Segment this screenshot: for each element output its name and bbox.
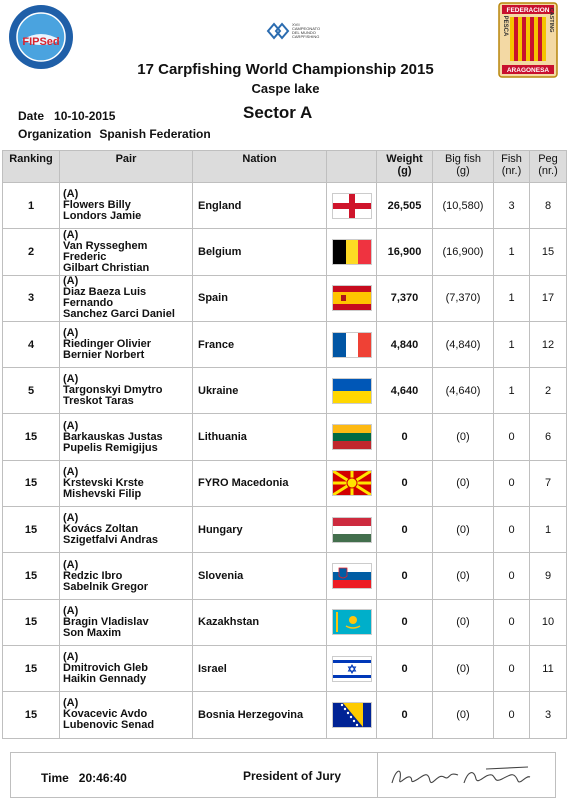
federacion-text: FEDERACION — [506, 7, 550, 14]
pair-member-2: Gilbart Christian — [63, 261, 150, 274]
flag-cell — [327, 692, 377, 738]
nation-cell: Spain — [193, 275, 327, 321]
pair-member-1: Barkauskas Justas — [63, 430, 163, 443]
pair-member-1: Krstevski Krste — [63, 476, 144, 489]
date-row — [18, 109, 115, 123]
pair-group: (A) — [63, 512, 79, 525]
pair-member-1: Kovács Zoltan — [63, 523, 139, 536]
col-peg: Peg (nr.) — [530, 151, 567, 183]
rank-cell: 4 — [3, 321, 60, 367]
president-label: President of Jury — [243, 769, 342, 783]
nation-cell: Israel — [193, 645, 327, 691]
rank-cell: 3 — [3, 275, 60, 321]
table-row — [3, 460, 567, 506]
bigfish-cell: (7,370) — [433, 275, 494, 321]
sector-title: Sector A — [243, 103, 313, 122]
flag-cell — [327, 183, 377, 229]
table-row — [3, 599, 567, 645]
flag-cell — [327, 414, 377, 460]
pair-cell — [60, 460, 193, 506]
belgium-flag — [332, 239, 372, 265]
pair-group: (A) — [63, 373, 79, 386]
table-row — [3, 229, 567, 275]
fipsed-logo-text: FIPSed — [22, 36, 60, 48]
organization-label: Organization — [18, 127, 92, 141]
macedonia-flag — [332, 470, 372, 496]
pair-cell — [60, 692, 193, 738]
weight-cell: 4,840 — [377, 321, 433, 367]
peg-cell: 9 — [530, 553, 567, 599]
nation-cell: England — [193, 183, 327, 229]
table-row — [3, 553, 567, 599]
pair-group: (A) — [63, 558, 79, 571]
pair-group: (A) — [63, 419, 79, 432]
pair-member-2: Szigetfalvi Andras — [63, 534, 158, 547]
nation-cell: Lithuania — [193, 414, 327, 460]
rank-cell: 15 — [3, 599, 60, 645]
bigfish-cell: (0) — [433, 692, 494, 738]
date-value: 10-10-2015 — [54, 109, 116, 123]
bigfish-cell: (0) — [433, 599, 494, 645]
weight-cell: 26,505 — [377, 183, 433, 229]
col-weight: Weight (g) — [377, 151, 433, 183]
weight-cell: 16,900 — [377, 229, 433, 275]
fish-cell: 0 — [494, 599, 530, 645]
flag-cell — [327, 599, 377, 645]
pair-member-2: Son Maxim — [63, 626, 122, 639]
aragonesa-text: ARAGONESA — [506, 67, 550, 74]
rank-cell: 15 — [3, 507, 60, 553]
signature — [377, 753, 557, 797]
england-flag — [332, 193, 372, 219]
table-row — [3, 275, 567, 321]
fish-cell: 1 — [494, 275, 530, 321]
pair-member-1: Bragin Vladislav — [63, 615, 149, 628]
championship-logo — [266, 20, 326, 42]
pair-group: (A) — [63, 327, 79, 340]
weight-cell: 7,370 — [377, 275, 433, 321]
time-row — [41, 771, 127, 785]
rank-cell: 5 — [3, 368, 60, 414]
bigfish-cell: (16,900) — [433, 229, 494, 275]
organization-value: Spanish Federation — [99, 127, 211, 141]
spain-flag — [332, 285, 372, 311]
table-header-row — [3, 151, 567, 183]
pair-member-1: Van Rysseghem Frederic — [63, 239, 148, 263]
bigfish-cell: (0) — [433, 645, 494, 691]
peg-cell: 1 — [530, 507, 567, 553]
pair-member-1: Redzic Ibro — [63, 569, 123, 582]
fish-cell: 1 — [494, 321, 530, 367]
flag-cell — [327, 553, 377, 599]
weight-cell: 0 — [377, 645, 433, 691]
peg-cell: 12 — [530, 321, 567, 367]
fish-cell: 0 — [494, 553, 530, 599]
peg-cell: 11 — [530, 645, 567, 691]
kazakhstan-flag — [332, 609, 372, 635]
pair-cell — [60, 229, 193, 275]
hungary-flag — [332, 517, 372, 543]
pair-member-1: Dmitrovich Gleb — [63, 662, 148, 675]
weight-cell: 4,640 — [377, 368, 433, 414]
nation-cell: Belgium — [193, 229, 327, 275]
championship-logo-line-4: CARPFISHING — [292, 34, 320, 39]
pair-member-2: Haikin Gennady — [63, 673, 147, 686]
peg-cell: 6 — [530, 414, 567, 460]
rank-cell: 15 — [3, 645, 60, 691]
nation-cell: France — [193, 321, 327, 367]
peg-cell: 17 — [530, 275, 567, 321]
pair-cell — [60, 275, 193, 321]
pesca-text: PESCA — [502, 15, 508, 37]
time-value: 20:46:40 — [78, 771, 127, 785]
time-label: Time — [41, 771, 69, 785]
pair-member-2: Lubenovic Senad — [63, 719, 155, 732]
pair-member-2: Pupelis Remigijus — [63, 441, 158, 454]
weight-cell: 0 — [377, 460, 433, 506]
fish-cell: 0 — [494, 460, 530, 506]
pair-member-1: Diaz Baeza Luis Fernando — [63, 286, 147, 310]
bosnia-flag — [332, 702, 372, 728]
table-row — [3, 368, 567, 414]
nation-cell: Hungary — [193, 507, 327, 553]
championship-logo-line-2: CAMPEONATO — [292, 26, 321, 31]
results-table — [2, 150, 567, 739]
weight-cell: 0 — [377, 553, 433, 599]
pair-cell — [60, 553, 193, 599]
pair-member-1: Riedinger Olivier — [63, 338, 152, 351]
rank-cell: 15 — [3, 414, 60, 460]
col-pair: Pair — [60, 151, 193, 183]
ukraine-flag — [332, 378, 372, 404]
rank-cell: 1 — [3, 183, 60, 229]
weight-cell: 0 — [377, 414, 433, 460]
flag-cell — [327, 460, 377, 506]
page-subtitle: Caspe lake — [251, 81, 320, 96]
weight-cell: 0 — [377, 507, 433, 553]
pair-cell — [60, 321, 193, 367]
pair-group: (A) — [63, 465, 79, 478]
peg-cell: 2 — [530, 368, 567, 414]
weight-cell: 0 — [377, 692, 433, 738]
pair-member-1: Kovacevic Avdo — [63, 708, 148, 721]
fish-cell: 1 — [494, 229, 530, 275]
table-row — [3, 645, 567, 691]
pair-member-2: Sabelnik Gregor — [63, 580, 148, 593]
peg-cell: 3 — [530, 692, 567, 738]
pair-member-1: Targonskyi Dmytro — [63, 384, 163, 397]
pair-group: (A) — [63, 275, 79, 288]
pair-cell — [60, 645, 193, 691]
page-title: 17 Carpfishing World Championship 2015 — [137, 61, 434, 78]
pair-group: (A) — [63, 697, 79, 710]
fish-cell: 0 — [494, 692, 530, 738]
bigfish-cell: (0) — [433, 460, 494, 506]
nation-cell: Bosnia Herzegovina — [193, 692, 327, 738]
table-row — [3, 321, 567, 367]
fish-cell: 0 — [494, 645, 530, 691]
pair-cell — [60, 414, 193, 460]
table-row — [3, 507, 567, 553]
fish-cell: 0 — [494, 414, 530, 460]
pair-group: (A) — [63, 651, 79, 664]
pair-group: (A) — [63, 228, 79, 241]
flag-cell — [327, 275, 377, 321]
rank-cell: 2 — [3, 229, 60, 275]
col-nation: Nation — [193, 151, 327, 183]
col-ranking: Ranking — [3, 151, 60, 183]
col-bigfish: Big fish (g) — [433, 151, 494, 183]
championship-logo-line-1: XVII — [292, 22, 300, 27]
flag-cell — [327, 507, 377, 553]
table-row — [3, 692, 567, 738]
rank-cell: 15 — [3, 692, 60, 738]
table-row — [3, 183, 567, 229]
fish-cell: 3 — [494, 183, 530, 229]
col-flag — [327, 151, 377, 183]
israel-flag — [332, 656, 372, 682]
rank-cell: 15 — [3, 460, 60, 506]
pair-cell — [60, 507, 193, 553]
pair-cell — [60, 368, 193, 414]
date-label: Date — [18, 109, 45, 123]
pair-member-2: Londors Jamie — [63, 210, 142, 223]
pair-cell — [60, 183, 193, 229]
weight-cell: 0 — [377, 599, 433, 645]
flag-cell — [327, 229, 377, 275]
bigfish-cell: (0) — [433, 507, 494, 553]
bigfish-cell: (10,580) — [433, 183, 494, 229]
pair-member-2: Treskot Taras — [63, 395, 134, 408]
bigfish-cell: (4,840) — [433, 321, 494, 367]
peg-cell: 7 — [530, 460, 567, 506]
pair-group: (A) — [63, 188, 79, 201]
nation-cell: FYRO Macedonia — [193, 460, 327, 506]
bigfish-cell: (4,640) — [433, 368, 494, 414]
rank-cell: 15 — [3, 553, 60, 599]
nation-cell: Kazakhstan — [193, 599, 327, 645]
peg-cell: 10 — [530, 599, 567, 645]
pair-member-2: Bernier Norbert — [63, 349, 145, 362]
bigfish-cell: (0) — [433, 414, 494, 460]
casting-text: CASTING — [548, 7, 554, 33]
flag-cell — [327, 368, 377, 414]
flag-cell — [327, 321, 377, 367]
pair-cell — [60, 599, 193, 645]
lithuania-flag — [332, 424, 372, 450]
pair-member-2: Mishevski Filip — [63, 487, 142, 500]
slovenia-flag — [332, 563, 372, 589]
table-row — [3, 414, 567, 460]
pair-member-1: Flowers Billy — [63, 199, 131, 212]
nation-cell: Ukraine — [193, 368, 327, 414]
peg-cell: 15 — [530, 229, 567, 275]
pair-member-2: Sanchez Garci Daniel — [63, 308, 175, 321]
col-fish: Fish (nr.) — [494, 151, 530, 183]
fish-cell: 0 — [494, 507, 530, 553]
footer — [10, 752, 556, 798]
peg-cell: 8 — [530, 183, 567, 229]
pair-group: (A) — [63, 604, 79, 617]
flag-cell — [327, 645, 377, 691]
championship-logo-line-3: DEL MUNDO — [292, 30, 316, 35]
bigfish-cell: (0) — [433, 553, 494, 599]
fish-cell: 1 — [494, 368, 530, 414]
organization-row — [18, 127, 211, 141]
nation-cell: Slovenia — [193, 553, 327, 599]
france-flag — [332, 332, 372, 358]
